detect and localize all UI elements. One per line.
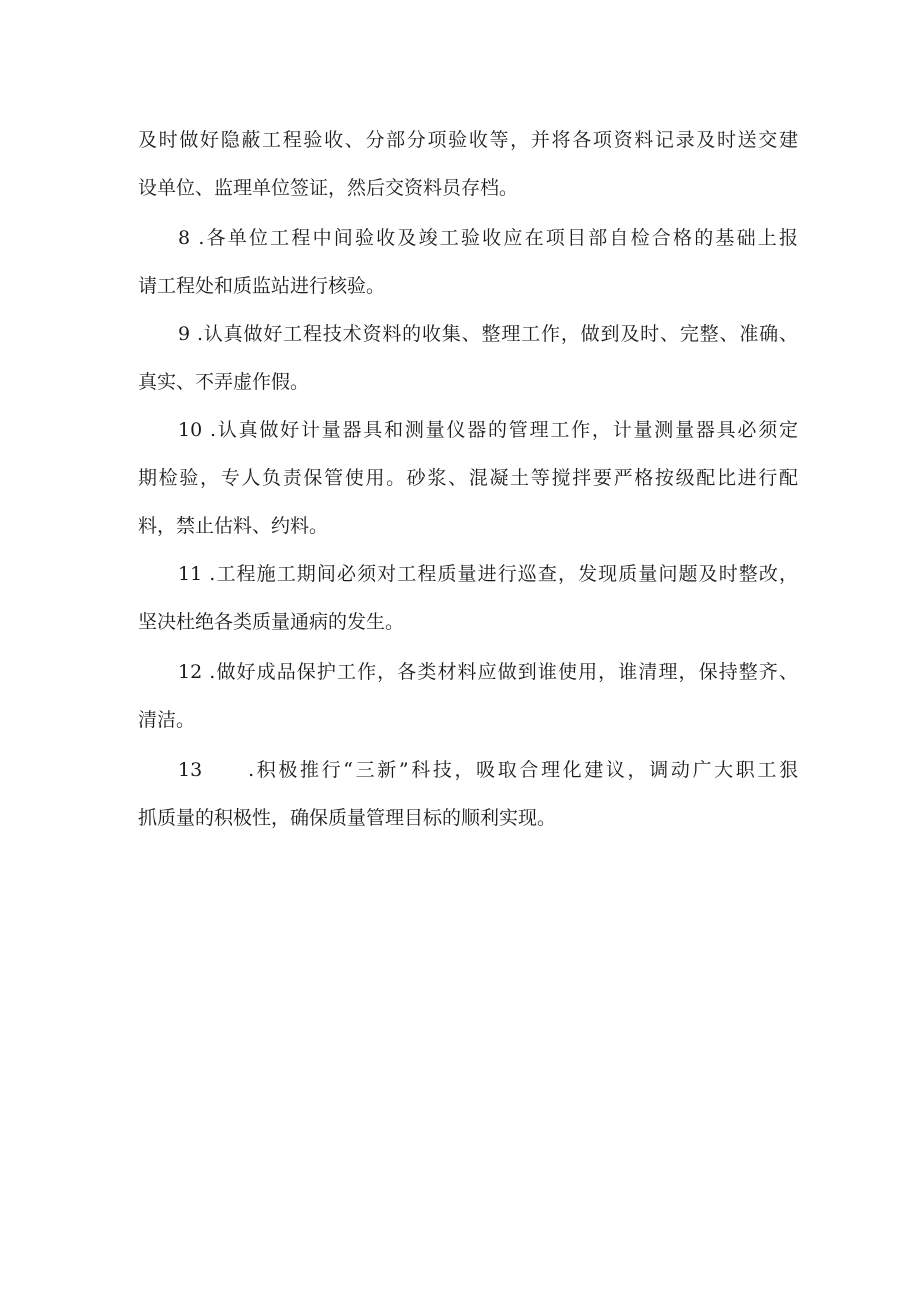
item-11-line: 11 .工程施工期间必须对工程质量进行巡查，发现质量问题及时整改， <box>178 563 798 585</box>
item-10-line: 10 .认真做好计量器具和测量仪器的管理工作，计量测量器具必须定 <box>178 419 798 441</box>
item-8-line: 8 .各单位工程中间验收及竣工验收应在项目部自检合格的基础上报 <box>178 227 798 249</box>
paragraph-continuation-line: 设单位、监理单位签证，然后交资料员存档。 <box>138 177 519 199</box>
item-12-line: 12 .做好成品保护工作，各类材料应做到谁使用，谁清理，保持整齐、 <box>178 661 798 683</box>
paragraph-continuation-line: 及时做好隐蔽工程验收、分部分项验收等，并将各项资料记录及时送交建 <box>138 129 798 151</box>
item-10-line: 期检验，专人负责保管使用。砂浆、混凝土等搅拌要严格按级配比进行配 <box>138 467 798 489</box>
item-9-line: 9 .认真做好工程技术资料的收集、整理工作，做到及时、完整、准确、 <box>178 323 798 345</box>
item-12-line: 清洁。 <box>138 709 196 731</box>
item-8-line: 请工程处和质监站进行核验。 <box>138 275 386 297</box>
item-9-line: 真实、不弄虚作假。 <box>138 371 310 393</box>
item-13-line: 13 .积极推行“三新”科技，吸取合理化建议，调动广大职工狠 <box>178 759 798 781</box>
item-11-line: 坚决杜绝各类质量通病的发生。 <box>138 611 405 633</box>
item-10-line: 料，禁止估料、约料。 <box>138 515 329 537</box>
item-13-line: 抓质量的积极性，确保质量管理目标的顺利实现。 <box>138 807 557 829</box>
